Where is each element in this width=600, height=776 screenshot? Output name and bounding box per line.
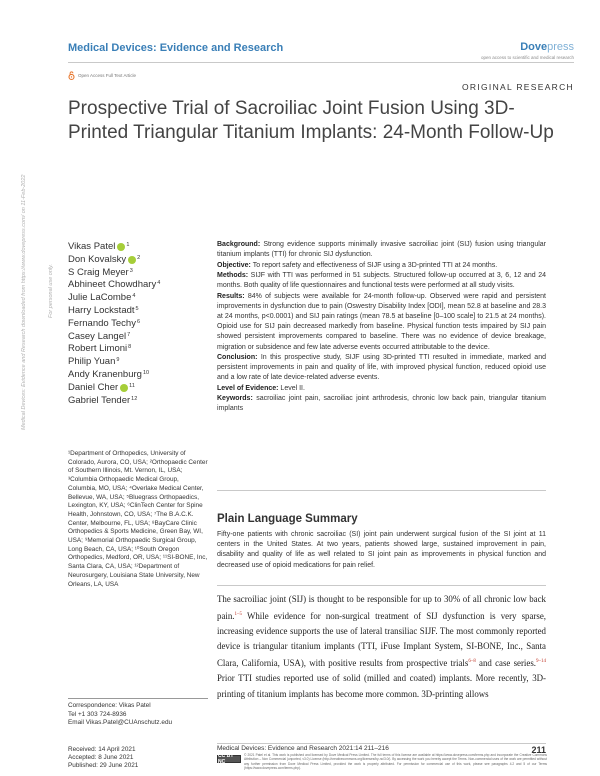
- date-published: Published: 29 June 2021: [68, 762, 139, 769]
- footer-divider: [217, 743, 546, 744]
- author-name: Gabriel Tender: [68, 394, 131, 406]
- section-label: ORIGINAL RESEARCH: [462, 82, 574, 92]
- affiliations: ¹Department of Orthopedics, University of Colorado, Aurora, CO, USA; ²Orthopaedic Center of Southern Illinois, Mt. Vernon, IL, USA; ³Columbia Orthopaedic Medical Group, Columbia, MO, USA; ⁴Overlake Medical Center, Bellevue, WA, USA; ⁵Bluegrass Orthopaedics, Lexington, KY, USA; ⁶ClinTech Center for Spine Health, Johnstown, CO, USA; ⁷The B.A.C.K. Center, Melbourne, FL, USA; ⁸BayCare Clinic Orthopedics & Sports Medicine, Green Bay, WI, USA; ⁹Memorial Orthopaedic Surgical Group, Long Beach, CA, USA; ¹⁰South Oregon Orthopedics, Medford, OR, USA; ¹¹SI-BONE, Inc, Santa Clara, CA, USA; ¹²Department of Neurosurgery, Louisiana State University, New Orleans, LA, USA: [68, 450, 208, 588]
- body-text: The sacroiliac joint (SIJ) is thought to be responsible for up to 30% of all chronic low back pain.$^{1-5}$ While evidence for non-surgical treatment of SIJ dysfunction is very sparse, increasing evidence supports the use of lateral transiliac SIJF. The most commonly reported device is triangular titanium implants (TTI, iFuse Implant System, SI-BONE, Inc., Santa Clara, California, USA), with positive results from prospective trials$^{6-8}$ and case series.$^{9-14}$ Prior TTI studies reported use of solid (milled and coated) implants. More recently, 3D-printing of titanium implants has become more common. 3D-printing allows: [217, 594, 546, 699]
- publisher-logo[interactable]: [520, 41, 574, 53]
- author-affiliation-number: 3: [129, 267, 133, 274]
- ref-link[interactable]: 6–8: [468, 659, 476, 665]
- abstract-results: Results: 84% of subjects were available for 24-month follow-up. Observed were rapid and persistent improvements in dysfunction due to pain (Oswestry Disability Index [ODI], mean 52.8 at baseline and 28.3 at 24 months, p<0.0001) and SIJ pain ratings (mean 78.5 at baseline [0–100 scale] to 21.5 at 24 months). Opioid use for SIJ pain decreased markedly from baseline. Physical function tests impaired by SIJ pain showed persistent improvements compared to baseline. There was no evidence of device breakage, migration or subsidence and few late adverse events occurred attributable to the device.: [217, 292, 546, 351]
- author-affiliation-number: 9: [116, 357, 120, 364]
- author-item: [68, 395, 160, 408]
- author-affiliation-number: 12: [131, 395, 138, 402]
- journal-name: Medical Devices: Evidence and Research: [68, 42, 284, 54]
- author-name: Casey Langel: [68, 330, 127, 342]
- correspondence-name: Correspondence: Vikas Patel: [68, 702, 151, 709]
- author-affiliation-number: 4: [132, 293, 136, 300]
- author-name: Philip Yuan: [68, 356, 116, 368]
- plain-language-text: Fifty-one patients with chronic sacroiliac (SI) joint pain underwent surgical fusion of the SI joint at 11 centers in the United States. At two years, patients showed large, sustained improvement in pain, disability and quality of life as well related to SI joint pain as improvements in physical function and decreased use of opioid medications for pain relief.: [217, 531, 546, 569]
- author-item: [68, 369, 160, 382]
- author-name: Daniel Cher: [68, 381, 119, 393]
- personal-use-watermark: For personal use only.: [48, 263, 54, 318]
- download-watermark: Medical Devices: Evidence and Research downloaded from https://www.dovepress.com/ on 11-Feb-2022: [21, 174, 27, 430]
- author-name: Fernando Techy: [68, 317, 136, 329]
- orcid-icon[interactable]: [120, 384, 128, 392]
- publisher-suffix: press: [547, 41, 574, 53]
- abstract-objective: Objective: To report safety and effectiveness of SIJF using a 3D-printed TTI at 24 months.: [217, 261, 498, 269]
- cc-license-badge[interactable]: CC BY NC: [217, 755, 241, 763]
- author-affiliation-number: 4: [157, 280, 161, 287]
- author-name: Don Kovalsky: [68, 253, 127, 265]
- open-access-label: [68, 71, 136, 80]
- author-affiliation-number: 7: [127, 331, 131, 338]
- date-received: Received: 14 April 2021: [68, 746, 136, 753]
- author-list: [68, 241, 160, 407]
- abstract: [217, 240, 546, 415]
- abstract-divider: [217, 490, 546, 491]
- author-name: Abhineet Chowdhary: [68, 279, 157, 291]
- article-dates: [68, 746, 138, 770]
- abstract-level: Level of Evidence: Level II.: [217, 384, 305, 392]
- correspondence-email[interactable]: Email Vikas.Patel@CUAnschutz.edu: [68, 719, 173, 727]
- article-title: Prospective Trial of Sacroiliac Joint Fusion Using 3D-Printed Triangular Titanium Implants: 24-Month Follow-Up: [68, 98, 554, 143]
- author-affiliation-number: 2: [137, 254, 141, 261]
- ref-link[interactable]: 1–5: [234, 612, 242, 618]
- author-item: [68, 318, 160, 331]
- author-affiliation-number: 5: [135, 305, 139, 312]
- open-access-icon: [68, 71, 75, 80]
- plain-language-divider: [217, 585, 546, 586]
- author-affiliation-number: 8: [128, 344, 132, 351]
- author-name: Harry Lockstadt: [68, 304, 135, 316]
- author-name: Robert Limoni: [68, 343, 128, 355]
- publisher-main: Dove: [520, 41, 548, 53]
- publisher-tagline: open access to scientific and medical research: [480, 55, 574, 60]
- author-item: [68, 279, 160, 292]
- author-item: [68, 254, 160, 267]
- author-item: [68, 331, 160, 344]
- author-item: [68, 267, 160, 280]
- abstract-background: Background: Strong evidence supports minimally invasive sacroiliac joint (SIJ) fusion using triangular titanium implants (TTI) for chronic SIJ dysfunction.: [217, 241, 546, 259]
- author-item: [68, 292, 160, 305]
- date-accepted: Accepted: 8 June 2021: [68, 754, 134, 761]
- page-number: 211: [531, 745, 546, 755]
- author-name: Andy Kranenburg: [68, 368, 142, 380]
- author-affiliation-number: 11: [129, 382, 135, 389]
- author-affiliation-number: 10: [142, 369, 150, 376]
- author-affiliation-number: 6: [136, 318, 141, 325]
- author-item: [68, 382, 160, 395]
- author-item: [68, 305, 160, 318]
- author-affiliation-number: 1: [126, 242, 130, 248]
- plain-language-heading: Plain Language Summary: [217, 513, 358, 525]
- abstract-methods: Methods: SIJF with TTI was performed in 51 subjects. Structured follow-up occurred at 3, 6, 12 and 24 months. Both quality of life questionnaires and functional tests were performed at all study visits.: [217, 271, 546, 290]
- ref-link[interactable]: 9–14: [536, 659, 546, 665]
- author-name: S Craig Meyer: [68, 266, 129, 278]
- orcid-icon[interactable]: [117, 243, 125, 251]
- author-item: [68, 343, 160, 356]
- author-name: Julie LaCombe: [68, 292, 132, 304]
- abstract-keywords: Keywords: sacroiliac joint pain, sacroiliac joint arthrodesis, chronic low back pain, triangular titanium implants: [217, 395, 546, 413]
- footer-citation: Medical Devices: Evidence and Research 2021:14 211–216: [217, 745, 389, 752]
- correspondence-divider: [68, 698, 208, 699]
- header-divider: [68, 62, 574, 63]
- orcid-icon[interactable]: [128, 256, 136, 264]
- license-text: © 2021 Patel et al. This work is published and licensed by Dove Medical Press Limited. The full terms of this license are available at https://www.dovepress.com/terms.php and incorporate the Creative Commons Attribution – Non Commercial (unported, v3.0) License (http://creativecommons.org/licenses/by-nc/3.0/). By accessing the work you hereby accept the Terms. Non-commercial uses of the work are permitted without any further permission from Dove Medical Press Limited, provided the work is properly attributed. For permission for commercial use of this work, please see paragraphs 4.2 and 5 of our Terms (https://www.dovepress.com/terms.php).: [244, 753, 547, 770]
- correspondence: [68, 702, 208, 728]
- open-access-text: Open Access Full Text Article: [78, 73, 136, 78]
- author-name: Vikas Patel: [68, 241, 116, 252]
- abstract-conclusion: Conclusion: In this prospective study, SIJF using 3D-printed TTI resulted in immediate, marked and persistent improvements in pain and quality of life, with improved physical function, reduced opioid use and a low rate of late device-related adverse events.: [217, 353, 546, 382]
- author-item: [68, 241, 160, 254]
- correspondence-tel: Tel +1 303 724-8936: [68, 710, 127, 718]
